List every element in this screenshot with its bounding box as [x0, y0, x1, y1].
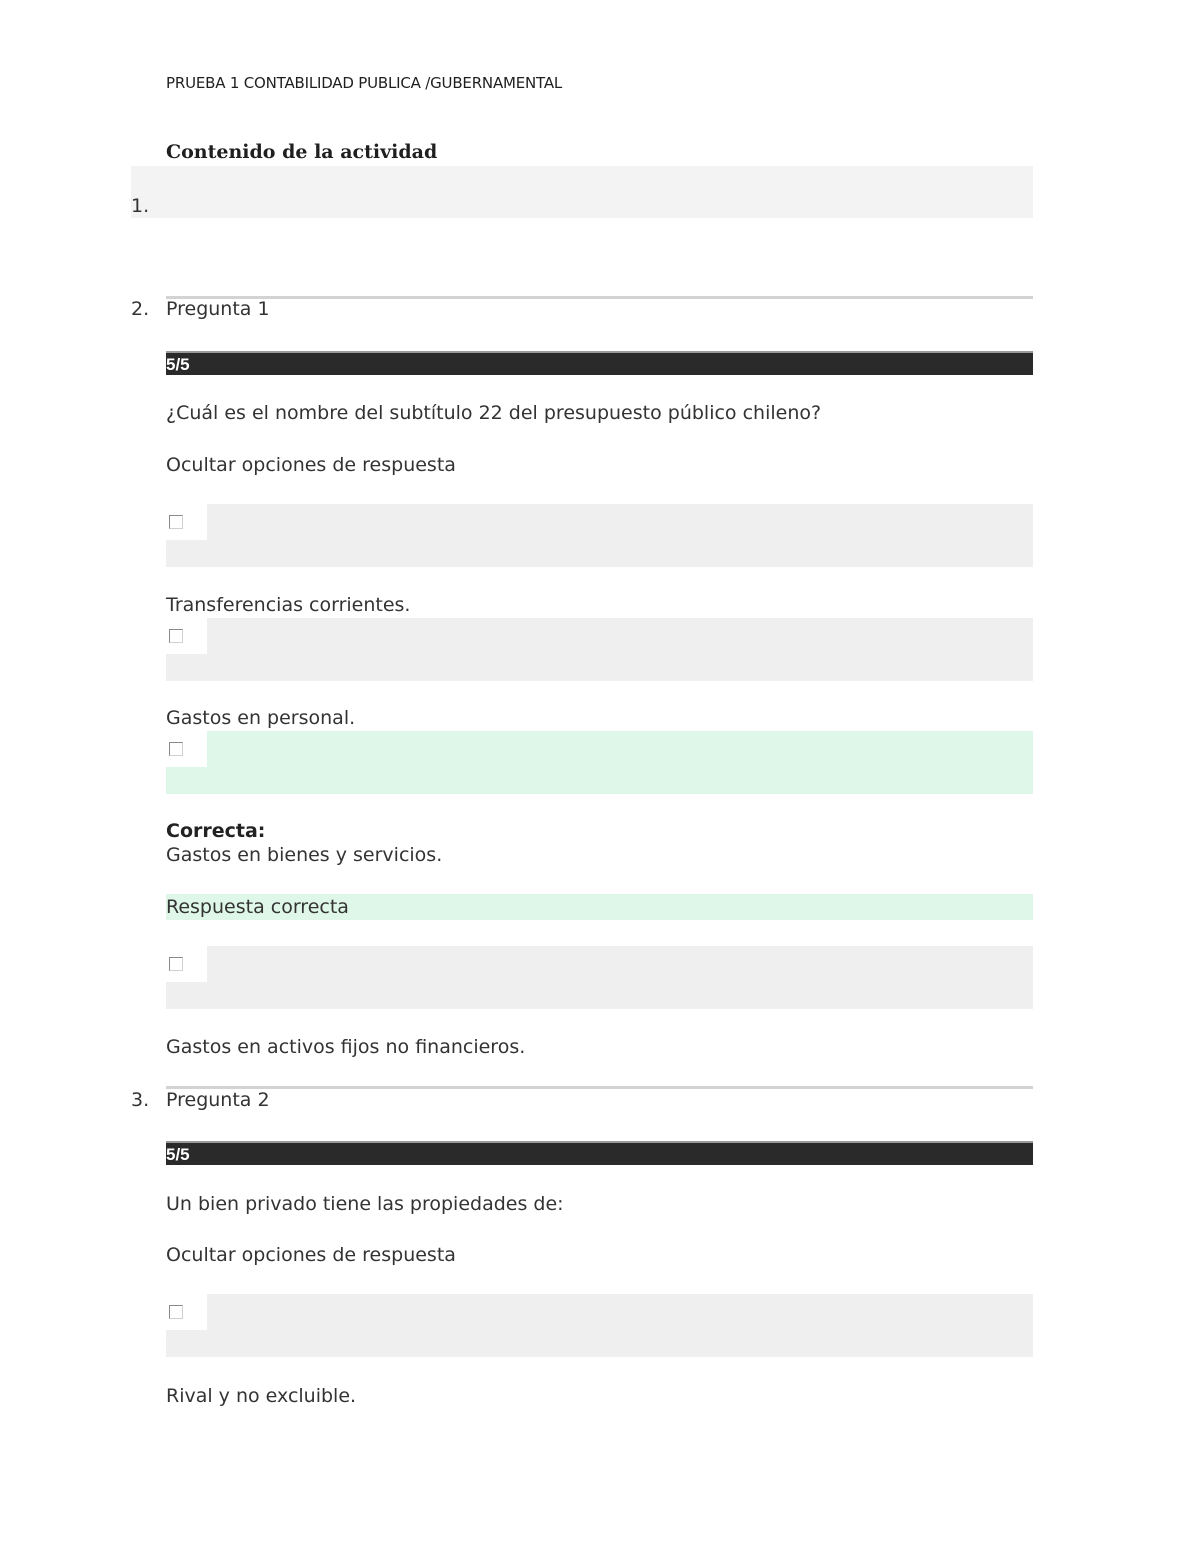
divider — [166, 296, 1033, 299]
question-2-option-1-box — [166, 1294, 1033, 1357]
question-1-hide-options-link[interactable]: Ocultar opciones de respuesta — [166, 454, 456, 476]
answer-feedback: Respuesta correcta — [166, 894, 1033, 920]
question-1-option-1-text: Transferencias corrientes. — [166, 594, 411, 616]
correct-answer-label: Correcta: — [166, 820, 266, 842]
question-1-option-2-box — [166, 618, 1033, 681]
question-1-option-3-box — [166, 731, 1033, 794]
question-1-text: ¿Cuál es el nombre del subtítulo 22 del presupuesto público chileno? — [166, 402, 822, 424]
item-1-number: 1. — [131, 195, 150, 217]
question-1-option-1-box — [166, 504, 1033, 567]
option-checkbox[interactable] — [169, 742, 183, 756]
question-2-score: 5/5 — [166, 1141, 1033, 1165]
question-1-option-2-text: Gastos en personal. — [166, 707, 356, 729]
option-checkbox[interactable] — [169, 515, 183, 529]
item-3-number: 3. — [131, 1089, 150, 1111]
question-1-score: 5/5 — [166, 351, 1033, 375]
item-2-number: 2. — [131, 298, 150, 320]
question-1-option-3-text: Gastos en bienes y servicios. — [166, 844, 443, 866]
option-checkbox[interactable] — [169, 629, 183, 643]
section-title: Contenido de la actividad — [166, 141, 438, 163]
question-2-hide-options-link[interactable]: Ocultar opciones de respuesta — [166, 1244, 456, 1266]
question-1-label: Pregunta 1 — [166, 298, 270, 320]
question-1-option-4-text: Gastos en activos fijos no financieros. — [166, 1036, 526, 1058]
question-1-option-4-box — [166, 946, 1033, 1009]
option-checkbox[interactable] — [169, 957, 183, 971]
question-2-text: Un bien privado tiene las propiedades de: — [166, 1193, 564, 1215]
divider — [166, 1086, 1033, 1089]
question-2-option-1-text: Rival y no excluible. — [166, 1385, 357, 1407]
document-title: PRUEBA 1 CONTABILIDAD PUBLICA /GUBERNAMENTAL — [166, 74, 563, 92]
question-2-label: Pregunta 2 — [166, 1089, 270, 1111]
item-1-box — [131, 166, 1033, 218]
option-checkbox[interactable] — [169, 1305, 183, 1319]
